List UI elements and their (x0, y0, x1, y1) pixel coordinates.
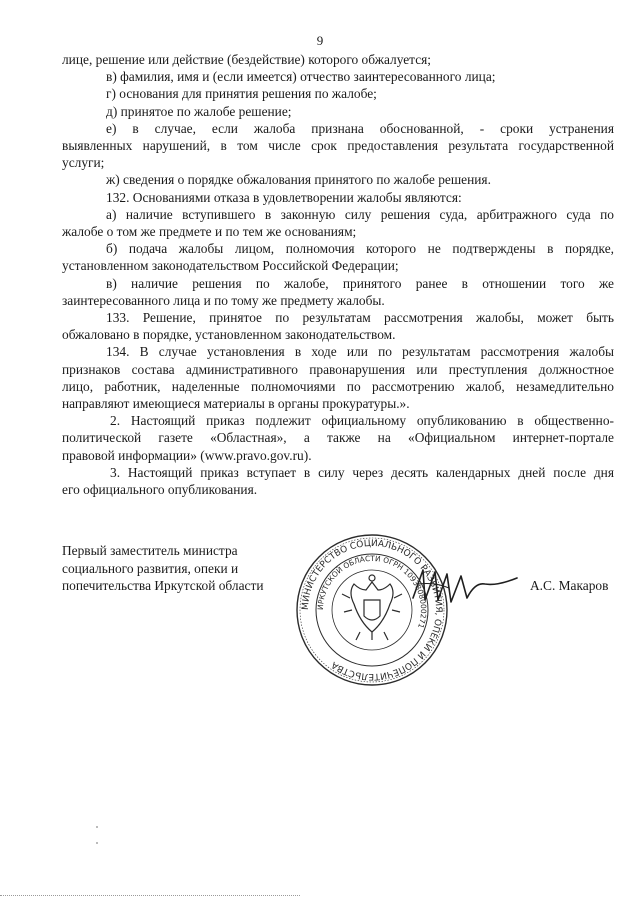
text-line: обжаловано в порядке, установленном законодательством. (62, 327, 396, 343)
text-line: 134. В случае установления в ходе или по результатам рассмотрения жалобы (106, 344, 614, 360)
text-line: а) наличие вступившего в законную силу решения суда, арбитражного суда по (106, 206, 614, 222)
text-line: признаков состава административного правонарушения или преступления должностное (62, 361, 614, 377)
text-line: д) принятое по жалобе решение; (106, 103, 292, 119)
text-line: ж) сведения о порядке обжалования принятого по жалобе решения. (106, 172, 491, 188)
document-body (62, 51, 614, 498)
signer-position-line: Первый заместитель министра (62, 543, 238, 558)
text-line: правовой информации» (www.pravo.gov.ru). (62, 447, 312, 463)
text-line: в) фамилия, имя и (если имеется) отчество заинтересованного лица; (106, 69, 496, 85)
scan-artifact-line (0, 895, 300, 896)
text-line: услуги; (62, 155, 105, 171)
text-line: 133. Решение, принятое по результатам рассмотрения жалобы, может быть (106, 310, 614, 326)
text-line: е) в случае, если жалоба признана обоснованной, - сроки устранения (106, 120, 614, 136)
text-line: жалобе о том же предмете и по тем же основаниям; (62, 224, 357, 240)
text-line: выявленных нарушений, в том числе срок предоставления результата государственной (62, 138, 614, 154)
official-seal (294, 532, 450, 688)
signer-position-line: попечительства Иркутской области (62, 578, 264, 594)
text-line: в) наличие решения по жалобе, принятого ранее в отношении того же (106, 275, 614, 291)
text-line: г) основания для принятия решения по жалобе; (106, 86, 377, 102)
text-line: 2. Настоящий приказ подлежит официальному опубликованию в общественно- (110, 413, 614, 429)
signer-position (62, 542, 312, 595)
text-line: заинтересованного лица и по тому же предмету жалобы. (62, 292, 385, 308)
text-line: установленном законодательством Российской Федерации; (62, 258, 399, 274)
text-line: направляют имеющиеся материалы в органы прокуратуры.». (62, 396, 410, 412)
scan-artifact (96, 842, 98, 844)
text-line: лице, решение или действие (бездействие) которого обжалуется; (62, 52, 432, 67)
text-line: его официального опубликования. (62, 482, 258, 498)
text-line: лицо, работник, наделенные полномочиями по рассмотрению жалоб, незамедлительно (62, 378, 614, 394)
page-number: 9 (316, 33, 324, 48)
signer-position-line: социального развития, опеки и (62, 560, 239, 576)
text-line: 132. Основаниями отказа в удовлетворении жалобы являются: (106, 189, 462, 205)
seal-inner-text: ИРКУТСКОЙ ОБЛАСТИ ОГРН 1093808000271 (315, 553, 429, 630)
seal-outer-text: МИНИСТЕРСТВО СОЦИАЛЬНОГО РАЗВИТИЯ, ОПЕКИ И ПОПЕЧИТЕЛЬСТВА (300, 538, 444, 682)
text-line: б) подача жалобы лицом, полномочия которого не подтверждены в порядке, (106, 241, 614, 257)
coat-of-arms-icon (342, 575, 402, 640)
text-line: 3. Настоящий приказ вступает в силу через десять календарных дней после дня (110, 464, 614, 480)
text-line: политической газете «Областная», а также на «Официальном интернет-портале (62, 430, 614, 446)
handwritten-signature (405, 562, 520, 610)
scan-artifact (96, 826, 98, 828)
signer-name: А.С. Макаров (530, 578, 609, 593)
